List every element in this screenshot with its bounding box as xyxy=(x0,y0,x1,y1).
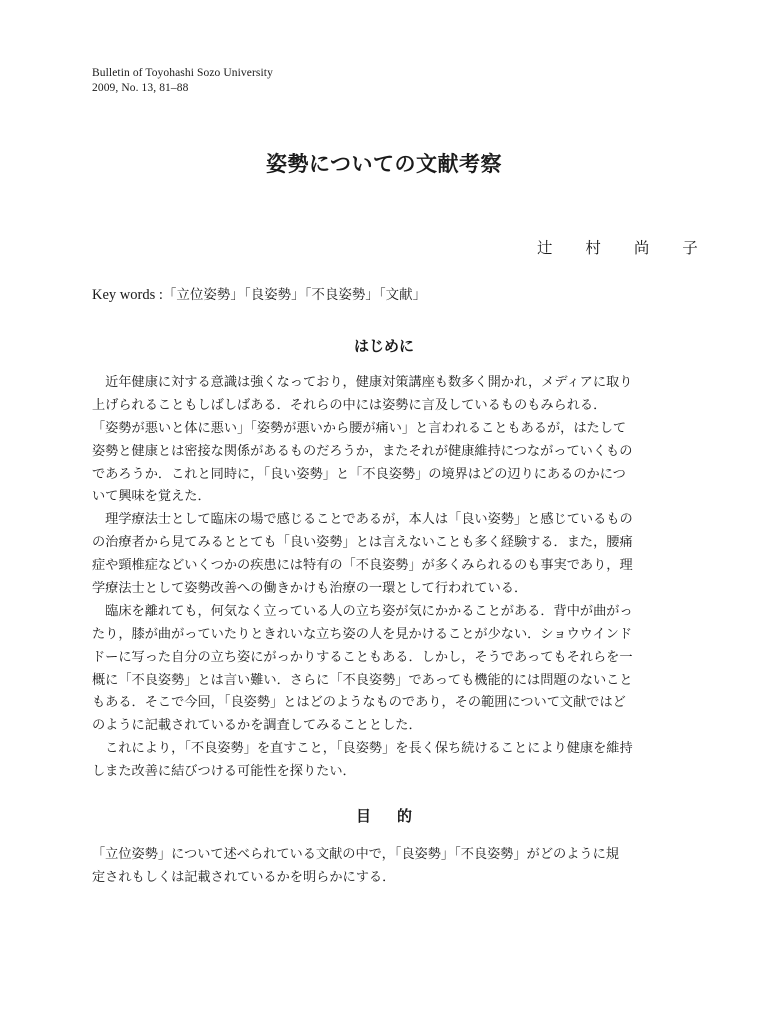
intro-line: 症や頸椎症などいくつかの疾患には特有の「不良姿勢」が多くみられるのも事実であり，理 xyxy=(92,558,633,574)
intro-line: 学療法士として姿勢改善への働きかけも治療の一環として行われている． xyxy=(92,581,528,597)
purpose-line: 「立位姿勢」について述べられている文献の中で，「良姿勢」「不良姿勢」がどのように規 xyxy=(92,847,619,862)
paper-title: 姿勢についての文献考察 xyxy=(265,151,503,176)
keywords-terms: 「立位姿勢」「良姿勢」「不良姿勢」「文献」 xyxy=(162,287,427,303)
author-name: 辻 村 尚 子 xyxy=(537,239,712,257)
journal-issue: 2009, No. 13, 81–88 xyxy=(92,82,189,94)
intro-line: もある．そこで今回，「良姿勢」とはどのようなものであり，その範囲について文献ではど xyxy=(92,695,626,711)
journal-header xyxy=(92,66,273,96)
intro-line: 姿勢と健康とは密接な関係があるものだろうか，またそれが健康維持につながっていくもの xyxy=(92,443,633,459)
intro-line: の治療者から見てみるととても「良い姿勢」とは言えないことも多く経験する．また，腰痛 xyxy=(92,535,633,551)
intro-body xyxy=(92,372,688,784)
keywords xyxy=(92,286,426,304)
intro-line: しまた改善に結びつける可能性を探りたい． xyxy=(92,764,356,780)
intro-line: のように記載されているかを調査してみることとした． xyxy=(92,718,422,734)
section-heading-purpose: 目的 xyxy=(355,807,438,825)
intro-line: たり，膝が曲がっていたりときれいな立ち姿の人を見かけることが少ない．ショウウインド xyxy=(92,626,633,642)
intro-line: であろうか．これと同時に，「良い姿勢」と「不良姿勢」の境界はどの辺りにあるのかにつ xyxy=(92,466,626,482)
intro-line: 「姿勢が悪いと体に悪い」「姿勢が悪いから腰が痛い」と言われることもあるが，はたして xyxy=(92,420,627,436)
keywords-label: Key words : xyxy=(92,287,163,303)
purpose-body xyxy=(92,844,688,890)
section-heading-intro: はじめに xyxy=(353,337,414,355)
purpose-line: 定されもしくは記載されているかを明らかにする． xyxy=(92,869,396,885)
journal-name: Bulletin of Toyohashi Sozo University xyxy=(92,67,273,79)
intro-line: ドーに写った自分の立ち姿にがっかりすることもある．しかし，そうであってもそれらを一 xyxy=(92,649,633,665)
intro-line: 臨床を離れても，何気なく立っている人の立ち姿が気にかかることがある．背中が曲がっ xyxy=(92,603,633,619)
intro-line: 上げられることもしばしばある．それらの中には姿勢に言及しているものもみられる． xyxy=(92,397,607,413)
intro-line: いて興味を覚えた． xyxy=(92,489,211,505)
intro-line: これにより，「不良姿勢」を直すこと，「良姿勢」を長く保ち続けることにより健康を維持 xyxy=(92,741,633,757)
intro-line: 理学療法士として臨床の場で感じることであるが，本人は「良い姿勢」と感じているもの xyxy=(92,512,633,528)
intro-line: 近年健康に対する意識は強くなっており，健康対策講座も数多く開かれ，メディアに取り xyxy=(92,375,633,390)
intro-line: 概に「不良姿勢」とは言い難い．さらに「不良姿勢」であっても機能的には問題のないこと xyxy=(92,672,633,688)
